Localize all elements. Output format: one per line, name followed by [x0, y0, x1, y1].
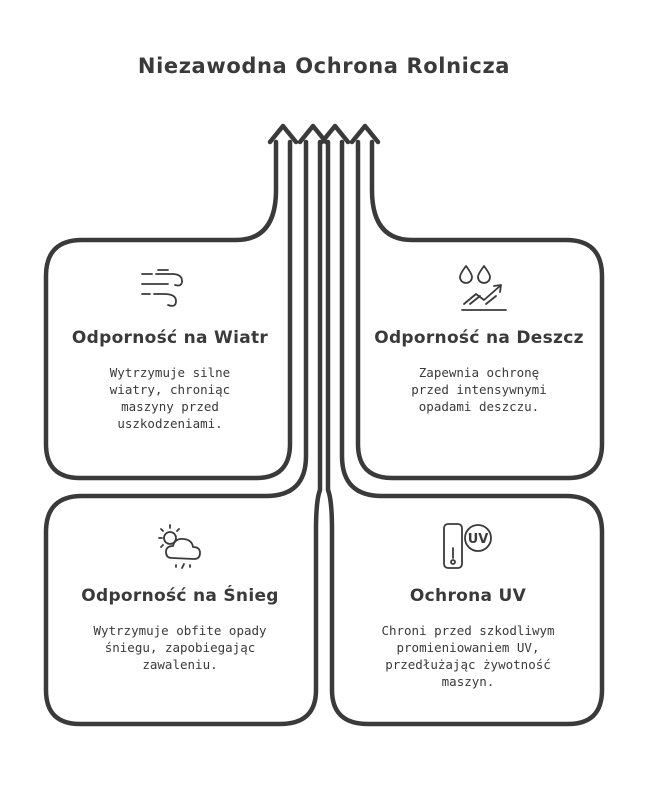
wind-icon: [138, 266, 192, 310]
card-wind: [66, 326, 274, 432]
rain-growth-icon: [456, 262, 512, 314]
card-desc-rain: Zapewnia ochronę przed intensywnymi opadami deszczu.: [411, 365, 547, 414]
snow-cloud-icon: [154, 522, 210, 572]
svg-text:UV: UV: [467, 532, 489, 547]
card-snow: [66, 584, 294, 673]
card-title-wind: Odporność na Wiatr: [71, 328, 269, 348]
card-desc-snow: Wytrzymuje obfite opady śniegu, zapobiegając zawaleniu.: [93, 623, 267, 672]
arrowhead-rain: [352, 126, 378, 142]
arrowhead-uv: [322, 126, 348, 142]
card-title-rain: Odporność na Deszcz: [374, 328, 584, 348]
card-title-snow: Odporność na Śnieg: [81, 586, 279, 606]
diagram-title: Niezawodna Ochrona Rolnicza: [137, 54, 511, 78]
arrowhead-wind: [270, 126, 296, 142]
card-title-uv: Ochrona UV: [409, 586, 527, 606]
card-desc-uv: Chroni przed szkodliwym promieniowaniem UV, przedłużając żywotność maszyn.: [381, 623, 555, 689]
card-rain: [374, 326, 584, 415]
card-uv: [352, 584, 584, 690]
card-desc-wind: Wytrzymuje silne wiatry, chroniąc maszyny przed uszkodzeniami.: [109, 365, 231, 431]
uv-phone-icon: [440, 518, 496, 574]
